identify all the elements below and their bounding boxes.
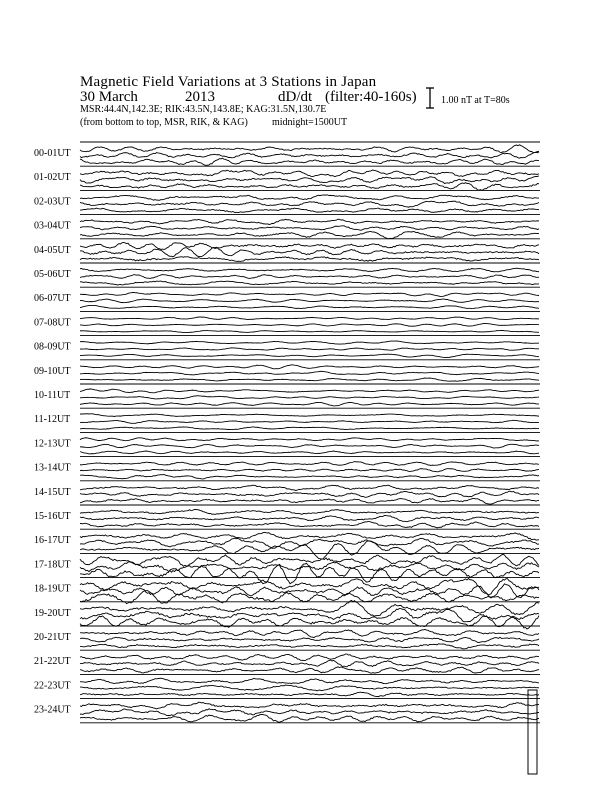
trace-KAG xyxy=(80,554,539,566)
row-18-19UT xyxy=(34,578,540,604)
trace-KAG xyxy=(80,170,539,177)
trace-MSR xyxy=(80,257,539,262)
row-03-04UT xyxy=(34,215,540,239)
scale-bar xyxy=(426,88,434,108)
plot-rows xyxy=(34,142,540,723)
series-order-note: (from bottom to top, MSR, RIK, & KAG) xyxy=(80,117,248,128)
row-label: 09-10UT xyxy=(34,365,71,377)
trace-MSR xyxy=(80,354,539,358)
row-13-14UT xyxy=(34,457,540,479)
trace-MSR xyxy=(80,158,539,165)
end-marker-box xyxy=(528,690,537,774)
trace-RIK xyxy=(80,371,539,375)
trace-MSR xyxy=(80,541,539,559)
row-label: 17-18UT xyxy=(34,559,71,571)
trace-RIK xyxy=(80,275,539,279)
row-label: 22-23UT xyxy=(34,680,71,692)
row-label: 10-11UT xyxy=(34,390,71,401)
trace-KAG xyxy=(80,195,539,201)
trace-RIK xyxy=(80,324,539,327)
trace-KAG xyxy=(80,600,539,616)
trace-MSR xyxy=(80,522,539,528)
trace-KAG xyxy=(80,702,539,709)
trace-KAG xyxy=(80,268,539,272)
row-label: 07-08UT xyxy=(34,317,71,329)
trace-KAG xyxy=(80,219,539,224)
row-label: 00-01UT xyxy=(34,148,71,159)
trace-KAG xyxy=(80,365,539,369)
trace-KAG xyxy=(80,509,539,514)
row-label: 08-09UT xyxy=(34,341,71,353)
trace-RIK xyxy=(80,709,539,716)
row-label: 18-19UT xyxy=(34,583,71,595)
row-00-01UT xyxy=(34,142,540,165)
row-08-09UT xyxy=(34,336,540,358)
trace-KAG xyxy=(80,532,539,540)
row-16-17UT xyxy=(34,529,540,559)
trace-MSR xyxy=(80,714,539,722)
row-05-06UT xyxy=(34,263,540,285)
row-11-12UT xyxy=(34,408,540,429)
trace-KAG xyxy=(80,389,539,393)
row-02-03UT xyxy=(34,190,540,212)
trace-RIK xyxy=(80,469,539,472)
trace-RIK xyxy=(80,152,539,158)
row-12-13UT xyxy=(34,432,540,453)
trace-MSR xyxy=(80,692,539,697)
trace-MSR xyxy=(80,232,539,239)
row-label: 13-14UT xyxy=(34,462,71,474)
trace-KAG xyxy=(80,292,539,296)
scale-bar-label: 1.00 nT at T=80s xyxy=(441,95,510,106)
year-label: 2013 xyxy=(185,89,215,105)
trace-RIK xyxy=(80,685,539,691)
trace-RIK xyxy=(80,660,539,667)
midnight-note: midnight=1500UT xyxy=(272,117,348,128)
trace-KAG xyxy=(80,654,539,661)
row-14-15UT xyxy=(34,481,540,504)
trace-RIK xyxy=(80,247,539,257)
trace-KAG xyxy=(80,317,539,320)
trace-KAG xyxy=(80,678,539,684)
trace-KAG xyxy=(80,242,539,249)
row-10-11UT xyxy=(34,384,540,406)
trace-KAG xyxy=(80,462,539,466)
row-04-05UT xyxy=(34,239,540,262)
row-label: 19-20UT xyxy=(34,607,71,619)
trace-KAG xyxy=(80,438,539,441)
quantity-label: dD/dt xyxy=(278,89,313,105)
station-coordinates: MSR:44.4N,142.3E; RIK:43.5N,143.8E; KAG:31.5N,130.7E xyxy=(80,104,327,115)
trace-KAG xyxy=(80,414,539,417)
row-label: 12-13UT xyxy=(34,438,71,450)
trace-RIK xyxy=(80,201,539,207)
row-09-10UT xyxy=(34,360,540,381)
row-01-02UT xyxy=(34,166,540,190)
trace-KAG xyxy=(80,629,539,637)
row-20-21UT xyxy=(34,626,540,649)
trace-MSR xyxy=(80,331,539,333)
row-22-23UT xyxy=(34,674,540,696)
trace-MSR xyxy=(80,183,539,191)
row-23-24UT xyxy=(34,699,540,723)
date-label: 30 March xyxy=(80,89,138,105)
trace-MSR xyxy=(80,402,539,405)
row-15-16UT xyxy=(34,505,540,528)
row-label: 15-16UT xyxy=(34,511,71,522)
row-label: 23-24UT xyxy=(34,704,71,716)
trace-MSR xyxy=(80,498,539,504)
row-label: 02-03UT xyxy=(34,196,71,208)
row-07-08UT xyxy=(34,311,540,332)
trace-RIK xyxy=(80,396,539,399)
row-label: 16-17UT xyxy=(34,535,71,547)
row-label: 01-02UT xyxy=(34,172,71,184)
row-label: 11-12UT xyxy=(34,414,71,426)
row-label: 05-06UT xyxy=(34,269,71,280)
chart-title: Magnetic Field Variations at 3 Stations in Japan xyxy=(80,74,377,90)
row-label: 03-04UT xyxy=(34,220,71,232)
row-label: 06-07UT xyxy=(34,293,71,305)
trace-RIK xyxy=(80,299,539,303)
trace-MSR xyxy=(80,208,539,212)
row-19-20UT xyxy=(34,600,540,628)
trace-RIK xyxy=(80,348,539,350)
trace-MSR xyxy=(80,451,539,454)
trace-RIK xyxy=(80,176,539,184)
trace-RIK xyxy=(80,444,539,448)
trace-MSR xyxy=(80,378,539,381)
trace-MSR xyxy=(80,427,539,430)
trace-MSR xyxy=(80,667,539,673)
trace-KAG xyxy=(80,485,539,490)
trace-RIK xyxy=(80,226,539,231)
trace-RIK xyxy=(80,538,539,548)
trace-MSR xyxy=(80,616,539,629)
row-label: 21-22UT xyxy=(34,656,71,668)
trace-RIK xyxy=(80,637,539,642)
row-06-07UT xyxy=(34,287,540,308)
filter-label: (filter:40-160s) xyxy=(325,89,417,105)
row-17-18UT xyxy=(34,553,540,583)
trace-KAG xyxy=(80,341,539,344)
trace-MSR xyxy=(80,305,539,308)
row-label: 04-05UT xyxy=(34,244,71,256)
row-21-22UT xyxy=(34,650,540,673)
row-label: 20-21UT xyxy=(34,632,71,643)
trace-KAG xyxy=(80,145,539,153)
trace-RIK xyxy=(80,515,539,521)
trace-RIK xyxy=(80,420,539,423)
row-label: 14-15UT xyxy=(34,486,71,498)
end-marker xyxy=(528,690,537,774)
trace-MSR xyxy=(80,281,539,285)
trace-MSR xyxy=(80,474,539,479)
trace-MSR xyxy=(80,644,539,649)
trace-RIK xyxy=(80,491,539,497)
